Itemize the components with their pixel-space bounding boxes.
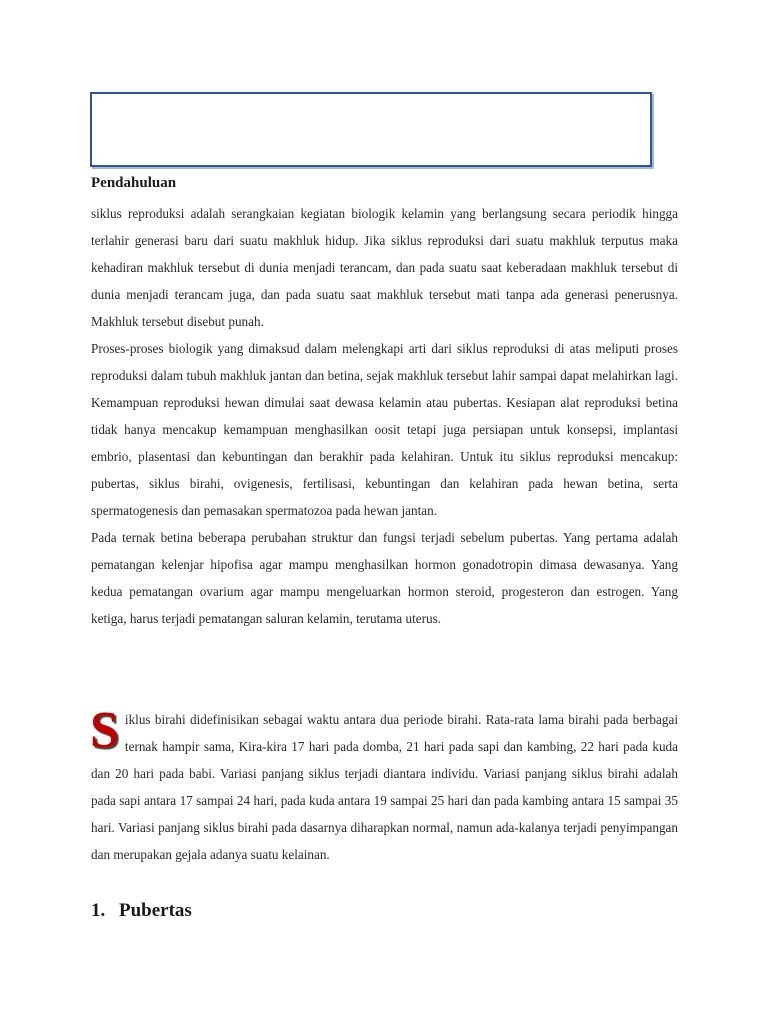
heading-text: Pubertas [119, 900, 192, 921]
paragraph-2: Proses-proses biologik yang dimaksud dalam melengkapi arti dari siklus reproduksi di atas meliputi proses reproduksi dalam tubuh makhluk jantan dan betina, sejak makhluk tersebut lahir sampai dapat melahirkan lagi. Kemampuan reproduksi hewan dimulai saat dewasa kelamin atau pubertas. Kesiapan alat reproduksi betina tidak hanya mencakup kemampuan menghasilkan oosit tetapi juga persiapan untuk konsepsi, implantasi embrio, plasentasi dan kebuntingan dan berakhir pada kelahiran. Untuk itu siklus reproduksi mencakup: pubertas, siklus birahi, ovigenesis, fertilisasi, kebuntingan dan kelahiran pada hewan betina, serta spermatogenesis dan pemasakan spermatozoa pada hewan jantan. [91, 341, 678, 518]
title-text-box[interactable] [90, 92, 652, 167]
paragraph-1: siklus reproduksi adalah serangkaian kegiatan biologik kelamin yang berlangsung secara periodik hingga terlahir generasi baru dari suatu makhluk hidup. Jika siklus reproduksi dari suatu makhluk terputus maka kehadiran makhluk tersebut di dunia menjadi terancam, dan pada suatu saat keberadaan makhluk tersebut di dunia menjadi terancam juga, dan pada suatu saat makhluk tersebut mati tanpa ada generasi penerusnya. Makhluk tersebut disebut punah. [91, 206, 678, 329]
heading-number: 1. [91, 900, 106, 921]
dropcap-paragraph: iklus birahi didefinisikan sebagai waktu antara dua periode birahi. Rata-rata lama birahi pada berbagai ternak hampir sama, Kira-kira 17 hari pada domba, 21 hari pada sapi dan kambing, 22 hari pada kuda dan 20 hari pada babi. Variasi panjang siklus terjadi diantara individu. Variasi panjang siklus birahi adalah pada sapi antara 17 sampai 24 hari, pada kuda antara 19 sampai 25 hari dan pada kambing antara 15 sampai 35 hari. Variasi panjang siklus birahi pada dasarnya diharapkan normal, namun ada-kalanya terjadi penyimpangan dan merupakan gejala adanya suatu kelainan. [91, 712, 678, 862]
intro-body [91, 200, 678, 632]
numbered-heading [91, 900, 192, 922]
dropcap-letter: S [90, 702, 119, 759]
dropcap-section [90, 702, 678, 868]
section-heading: Pendahuluan [91, 175, 177, 191]
paragraph-3: Pada ternak betina beberapa perubahan struktur dan fungsi terjadi sebelum pubertas. Yang pertama adalah pematangan kelenjar hipofisa agar mampu menghasilkan hormon gonadotropin dimasa dewasanya. Yang kedua pematangan ovarium agar mampu mengeluarkan hormon steroid, progesteron dan estrogen. Yang ketiga, harus terjadi pematangan saluran kelamin, terutama uterus. [91, 530, 678, 626]
